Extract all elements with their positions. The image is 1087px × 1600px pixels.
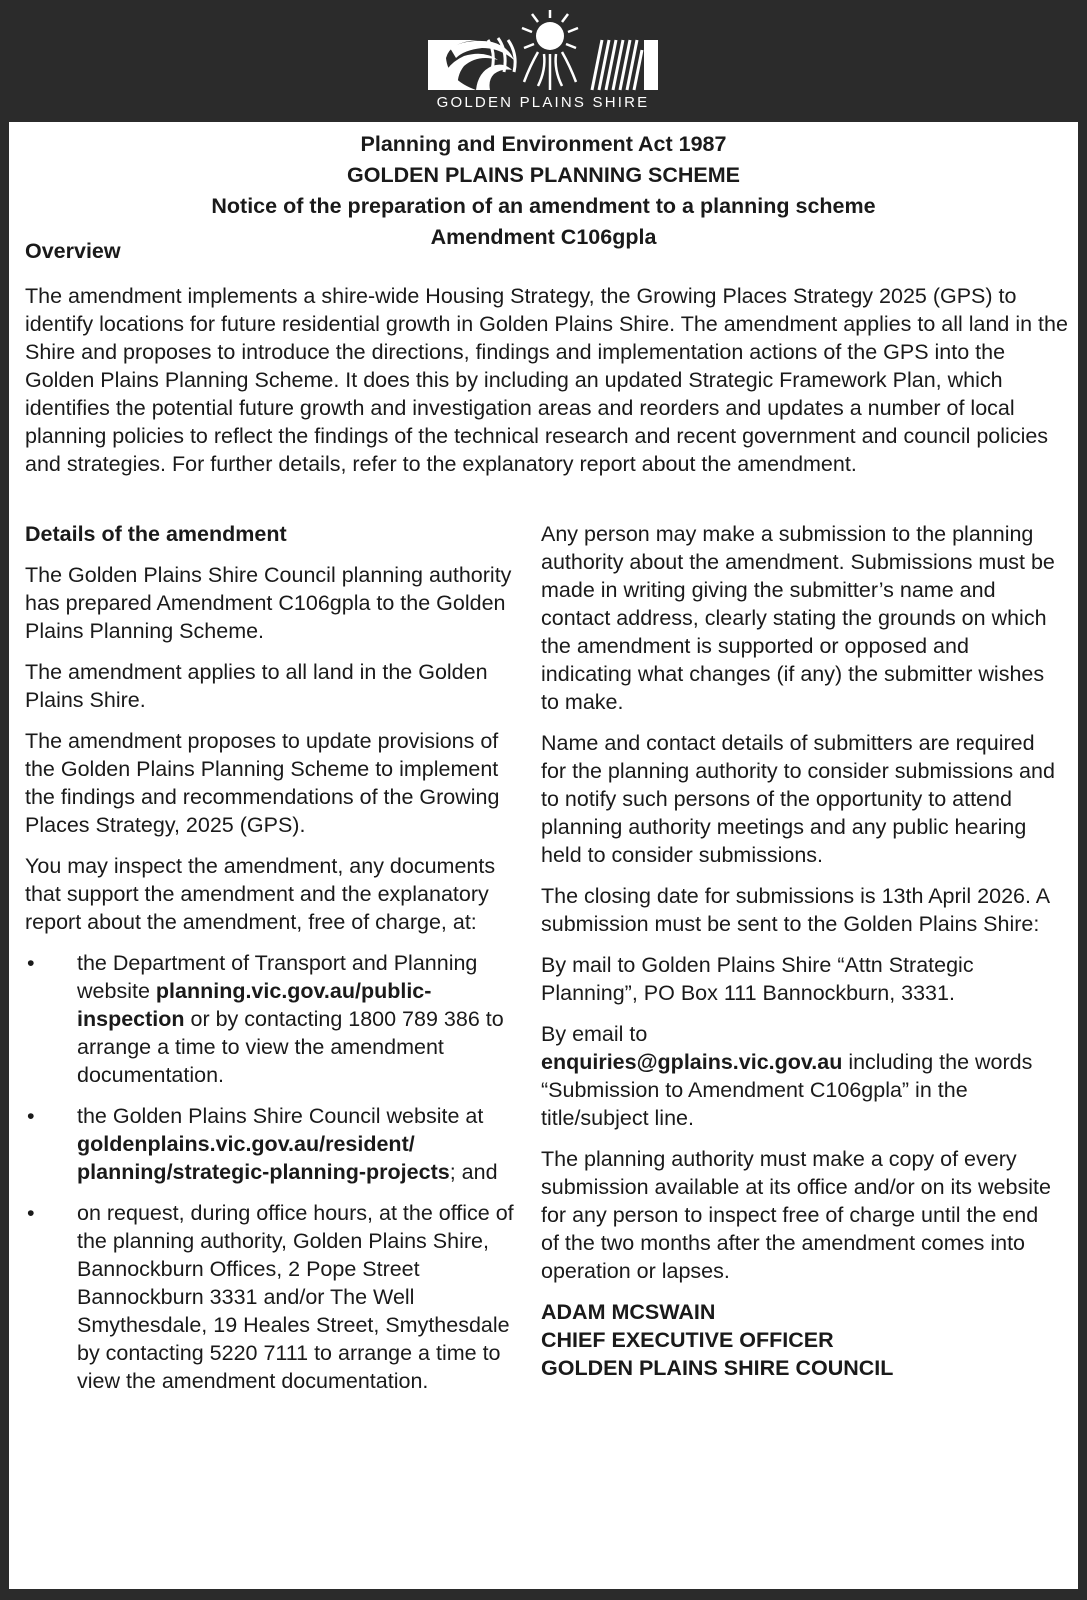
signature-block	[541, 1298, 1061, 1382]
bullet-icon: •	[27, 1201, 35, 1225]
details-paragraph: The amendment applies to all land in the Golden Plains Shire.	[25, 660, 488, 712]
planning-website-link[interactable]: planning.vic.gov.au/public-inspection	[77, 979, 432, 1031]
inspection-list	[25, 949, 525, 1395]
council-website-link[interactable]: goldenplains.vic.gov.au/resident/ planning/strategic-planning-projects	[77, 1132, 450, 1184]
submission-paragraph: Any person may make a submission to the planning authority about the amendment. Submissions must be made in writing giving the submitter’s name and contact address, clearly stating the grounds on which the amendment is supported or opposed and indicating what changes (if any) the submitter wishes to make.	[541, 522, 1055, 714]
details-paragraph: You may inspect the amendment, any documents that support the amendment and the explanatory report about the amendment, free of charge, at:	[25, 854, 496, 934]
details-paragraph: The Golden Plains Shire Council planning authority has prepared Amendment C106gpla to the Golden Plains Planning Scheme.	[25, 563, 512, 643]
act-title: Planning and Environment Act 1987	[360, 132, 727, 156]
notice-titles	[9, 129, 1078, 253]
bullet-icon: •	[27, 951, 35, 975]
submission-paragraph: By mail to Golden Plains Shire “Attn Strategic Planning”, PO Box 111 Bannockburn, 3331.	[541, 953, 974, 1005]
list-item: • on request, during office hours, at the office of the planning authority, Golden Plains Shire, Bannockburn Offices, 2 Pope Street Bannockburn 3331 and/or The Well Smythesdale, 19 Heales Street, Smythesdale by contacting 5220 7111 to arrange a time to view the amendment documentation.	[27, 1201, 514, 1393]
submission-paragraph: By email to enquiries@gplains.vic.gov.au including the words “Submission to Amendment C106gpla” in the title/subject line.	[541, 1022, 1033, 1130]
golden-plains-logo	[428, 10, 658, 114]
header-banner	[0, 0, 1087, 120]
notice-panel	[9, 122, 1078, 1589]
list-item: • the Department of Transport and Planning website planning.vic.gov.au/public-inspection or by contacting 1800 789 386 to arrange a time to view the amendment documentation.	[27, 951, 504, 1087]
scheme-title: GOLDEN PLAINS PLANNING SCHEME	[347, 163, 740, 187]
sun-landscape-icon	[428, 10, 658, 94]
details-paragraph: The amendment proposes to update provisions of the Golden Plains Planning Scheme to implement the findings and recommendations of the Growing Places Strategy, 2025 (GPS).	[25, 729, 500, 837]
signatory-name: ADAM MCSWAIN	[541, 1300, 716, 1324]
submission-paragraph: The planning authority must make a copy of every submission available at its office and/or on its website for any person to inspect free of charge until the end of the two months after the amendment comes into operation or lapses.	[541, 1147, 1051, 1283]
list-item: • the Golden Plains Shire Council website at goldenplains.vic.gov.au/resident/ planning/strategic-planning-projects; and	[27, 1104, 498, 1184]
signatory-title: CHIEF EXECUTIVE OFFICER	[541, 1328, 834, 1352]
amendment-title: Amendment C106gpla	[430, 225, 657, 249]
notice-title: Notice of the preparation of an amendment to a planning scheme	[211, 194, 876, 218]
details-heading: Details of the amendment	[25, 522, 287, 546]
submission-paragraph: Name and contact details of submitters are required for the planning authority to consider submissions and to notify such persons of the opportunity to attend planning authority meetings and any public hearing held to consider submissions.	[541, 731, 1055, 867]
overview-text: The amendment implements a shire-wide Housing Strategy, the Growing Places Strategy 2025 (GPS) to identify locations for future residential growth in Golden Plains Shire. The amendment applies to all land in the Shire and proposes to introduce the directions, findings and implementation actions of the GPS into the Golden Plains Planning Scheme. It does this by including an updated Strategic Framework Plan, which identifies the potential future growth and investigation areas and reorders and updates a number of local planning policies to reflect the findings of the technical research and recent government and council policies and strategies. For further details, refer to the explanatory report about the amendment.	[25, 284, 1068, 476]
bullet-icon: •	[27, 1104, 35, 1128]
submission-paragraph: The closing date for submissions is 13th April 2026. A submission must be sent to the Golden Plains Shire:	[541, 884, 1049, 936]
logo-wordmark: GOLDEN PLAINS SHIRE	[436, 94, 650, 111]
overview-heading: Overview	[25, 239, 121, 263]
details-column	[25, 520, 525, 1408]
email-link[interactable]: enquiries@gplains.vic.gov.au	[541, 1050, 843, 1074]
signatory-org: GOLDEN PLAINS SHIRE COUNCIL	[541, 1356, 894, 1380]
submissions-column	[541, 520, 1061, 1382]
